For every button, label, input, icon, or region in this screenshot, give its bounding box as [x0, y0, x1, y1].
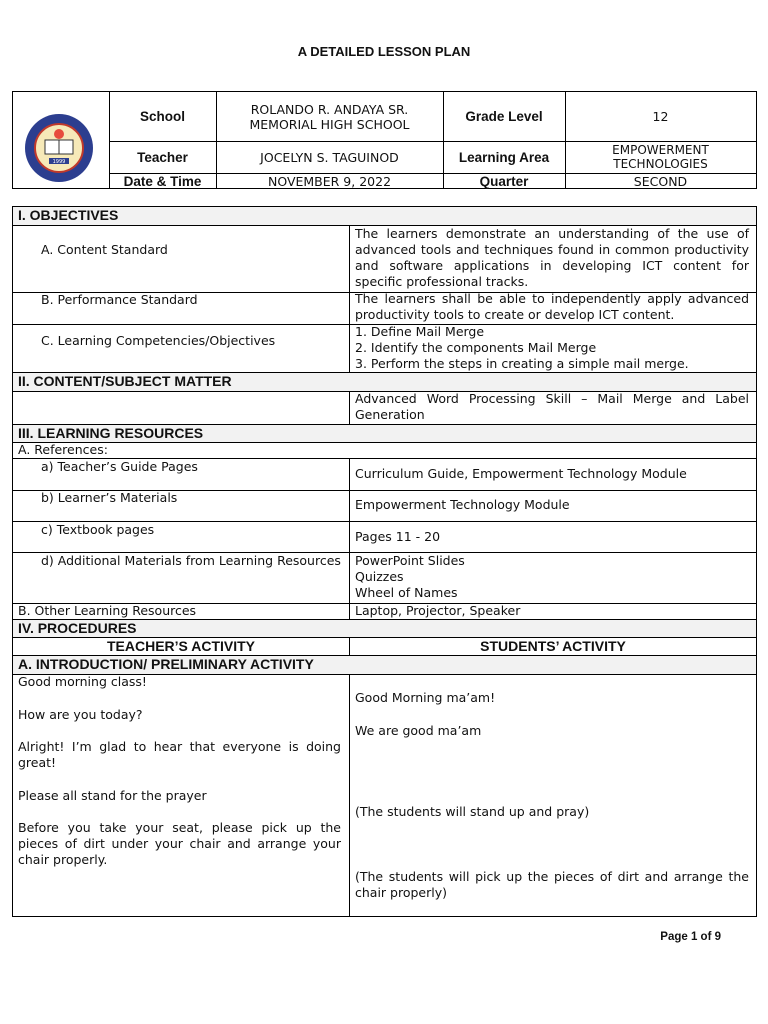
additional-material-3: Wheel of Names: [355, 585, 458, 600]
competency-2: 2. Identify the components Mail Merge: [355, 340, 597, 355]
teacher-line-2: How are you today?: [18, 707, 143, 722]
intro-heading: A. INTRODUCTION/ PRELIMINARY ACTIVITY: [13, 655, 756, 674]
school-value: ROLANDO R. ANDAYA SR. MEMORIAL HIGH SCHOOL: [249, 101, 410, 132]
teacher-line-5: Before you take your seat, please pick up the pieces of dirt under your chair and arrange your chair properly.: [18, 820, 341, 867]
student-line-4: (The students will pick up the pieces of dirt and arrange the chair properly): [355, 869, 749, 900]
learners-materials-value: Empowerment Technology Module: [355, 497, 570, 512]
other-resources-value: Laptop, Projector, Speaker: [355, 603, 521, 618]
competencies-label: C. Learning Competencies/Objectives: [41, 333, 276, 348]
performance-standard-label: B. Performance Standard: [41, 292, 198, 307]
student-line-2: We are good ma’am: [355, 723, 482, 738]
additional-materials-label: d) Additional Materials from Learning Resources: [41, 553, 341, 568]
other-resources-label: B. Other Learning Resources: [18, 603, 197, 618]
grade-value: 12: [652, 109, 669, 124]
student-line-3: (The students will stand up and pray): [355, 804, 590, 819]
competency-3: 3. Perform the steps in creating a simple mail merge.: [355, 356, 689, 371]
teacher-line-4: Please all stand for the prayer: [18, 788, 207, 803]
lesson-plan-table: [12, 206, 757, 917]
teachers-guide-label: a) Teacher’s Guide Pages: [41, 459, 198, 474]
students-activity-header: STUDENTS’ ACTIVITY: [480, 638, 626, 654]
date-label: Date & Time: [123, 173, 202, 189]
content-standard-label: A. Content Standard: [41, 242, 168, 257]
content-heading: II. CONTENT/SUBJECT MATTER: [13, 372, 756, 391]
area-value: EMPOWERMENT TECHNOLOGIES: [612, 143, 709, 171]
teacher-value: JOCELYN S. TAGUINOD: [260, 149, 399, 165]
objectives-heading: I. OBJECTIVES: [13, 207, 756, 225]
textbook-pages-value: Pages 11 - 20: [355, 529, 441, 544]
header-table: [12, 91, 757, 189]
teacher-activity-header: TEACHER’S ACTIVITY: [106, 638, 256, 654]
student-line-1: Good Morning ma’am!: [355, 690, 496, 705]
date-value: NOVEMBER 9, 2022: [267, 173, 392, 189]
page-number: Page 1 of 9: [660, 931, 721, 943]
additional-material-2: Quizzes: [355, 569, 404, 584]
quarter-label: Quarter: [479, 173, 529, 189]
performance-standard-value: The learners shall be able to independently apply advanced productivity tools to create or develop ICT content.: [355, 291, 749, 322]
teacher-line-3: Alright! I’m glad to hear that everyone is doing great!: [18, 739, 341, 770]
references-label: A. References:: [18, 442, 108, 457]
teacher-line-1: Good morning class!: [18, 674, 147, 689]
svg-text:1999: 1999: [52, 159, 66, 165]
content-standard-value: The learners demonstrate an understanding of the use of advanced tools and techniques found in common productivity and software applications in developing ICT content for specific professional tracks.: [355, 226, 749, 289]
document-title: A DETAILED LESSON PLAN: [297, 44, 471, 59]
school-label: School: [139, 109, 185, 124]
teachers-guide-value: Curriculum Guide, Empowerment Technology Module: [355, 466, 687, 481]
additional-material-1: PowerPoint Slides: [355, 553, 465, 568]
quarter-value: SECOND: [633, 173, 688, 189]
content-subject-value: Advanced Word Processing Skill – Mail Merge and Label Generation: [355, 391, 749, 422]
area-label: Learning Area: [458, 149, 550, 165]
school-logo: [21, 112, 99, 184]
resources-heading: III. LEARNING RESOURCES: [13, 424, 756, 442]
teacher-label: Teacher: [137, 149, 188, 165]
competency-1: 1. Define Mail Merge: [355, 324, 485, 339]
procedures-heading: IV. PROCEDURES: [13, 619, 756, 637]
textbook-pages-label: c) Textbook pages: [41, 522, 155, 537]
grade-label: Grade Level: [465, 109, 543, 124]
learners-materials-label: b) Learner’s Materials: [41, 490, 178, 505]
